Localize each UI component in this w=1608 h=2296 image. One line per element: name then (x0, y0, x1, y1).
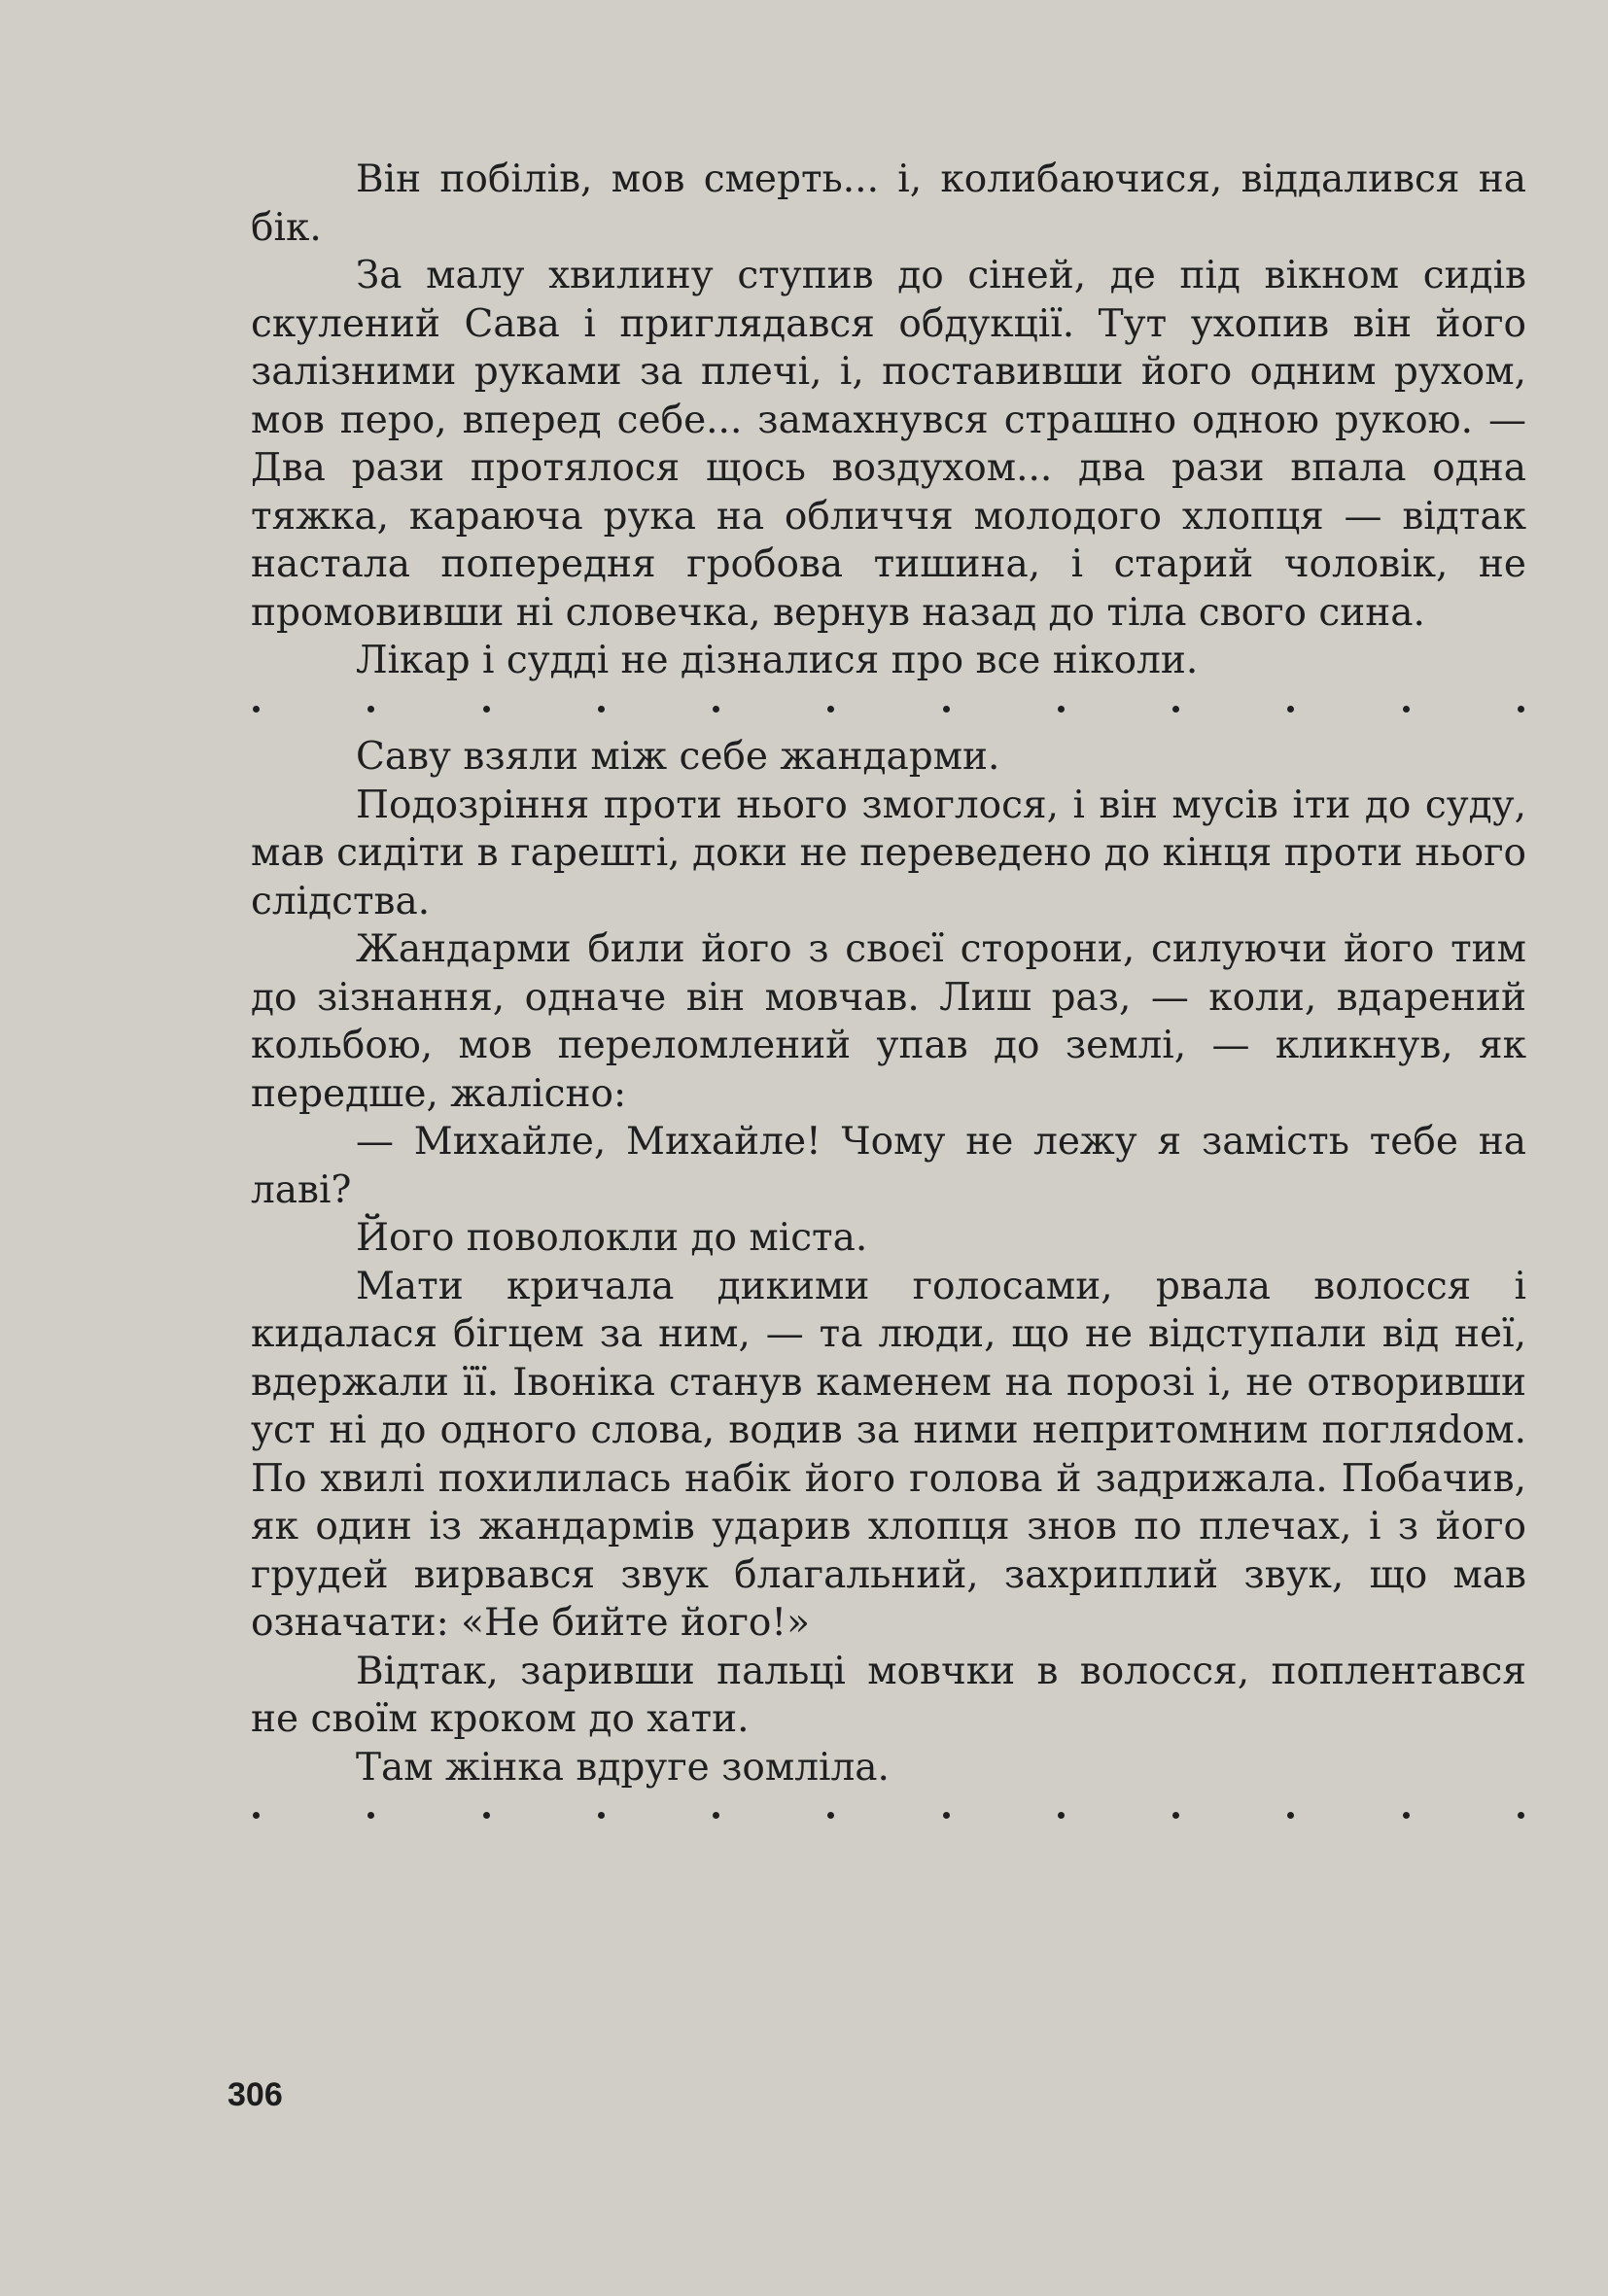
separator-dot (1058, 706, 1065, 713)
paragraph-1: Він побілів, мов смерть... і, колибаючися, віддалився на бік. (251, 157, 1526, 250)
separator-dot (713, 1812, 719, 1819)
separator-dot (1287, 706, 1294, 713)
separator-dot (253, 1812, 260, 1819)
separator-dot (827, 706, 834, 713)
separator-dot (253, 706, 260, 713)
separator-dot (483, 1812, 490, 1819)
paragraph-2: За малу хвилину ступив до сіней, де під вікном сидів скулений Сава і приглядався обдукції. Тут ухопив він його залізними руками за плечі, і, поставивши його одним рухом, мов перо, вперед себе... замахнувся страшно одною рукою. — Два рази протялося щось воздухом... два рази впала одна тяжка, караюча рука на обличчя молодого хлопця — відтак настала попередня гробова тишина, і старий чоловік, не промовивши ні словечка, вернув назад до тіла свого сина. (251, 254, 1526, 635)
paragraph-11: Там жінка вдруге зомліла. (356, 1745, 890, 1790)
separator-dot (1172, 1812, 1179, 1819)
separator-dot (713, 706, 719, 713)
section-separator-1 (251, 685, 1526, 734)
paragraph-7: — Михайле, Михайле! Чому не лежу я замість тебе на лаві? (251, 1120, 1526, 1212)
paragraph-8: Його поволокли до міста. (356, 1216, 868, 1260)
paragraph-4: Саву взяли між себе жандарми. (356, 735, 1000, 779)
text-body (251, 156, 1526, 1840)
separator-dot (827, 1812, 834, 1819)
paragraph-3: Лікар і судді не дізналися про все ніколи. (356, 639, 1199, 682)
page-number: 306 (227, 2076, 283, 2113)
separator-dot (943, 1812, 950, 1819)
paragraph-9: Мати кричала дикими голосами, рвала волосся і кидалася бігцем за ним, — та люди, що не відступали від неї, вдержали її. Івоніка станув каменем на порозі і, не отворивши уст ні до одного слова, водив за ними непритомним погляdом. По хвилі похилилась набік його голова й задрижала. Побачив, як один із жандармів ударив хлопця знов по плечах, і з його грудей вирвався звук благальний, захриплий звук, що мав означати: «Не бийте його!» (251, 1264, 1526, 1645)
separator-dot (598, 706, 605, 713)
separator-dot (1403, 706, 1410, 713)
paragraph-10: Відтак, заривши пальці мовчки в волосся, поплентався не своїм кроком до хати. (251, 1649, 1526, 1741)
separator-dot (1172, 706, 1179, 713)
paragraph-5: Подозріння проти нього змоглося, і він мусів іти до суду, мав сидіти в гарешті, доки не переведено до кінця проти нього слідства. (251, 783, 1526, 923)
separator-dot (1518, 706, 1524, 713)
separator-dot (483, 706, 490, 713)
separator-dot (1403, 1812, 1410, 1819)
separator-dot (943, 706, 950, 713)
separator-dot (367, 1812, 374, 1819)
paragraph-6: Жандарми били його з своєї сторони, силуючи його тим до зізнання, одначе він мовчав. Лиш раз, — коли, вдарений кольбою, мов переломлений упав до землі, — кликнув, як передше, жалісно: (251, 927, 1526, 1116)
separator-dot (1287, 1812, 1294, 1819)
separator-dot (1058, 1812, 1065, 1819)
section-separator-2 (251, 1792, 1526, 1840)
separator-dot (598, 1812, 605, 1819)
separator-dot (1518, 1812, 1524, 1819)
separator-dot (367, 706, 374, 713)
